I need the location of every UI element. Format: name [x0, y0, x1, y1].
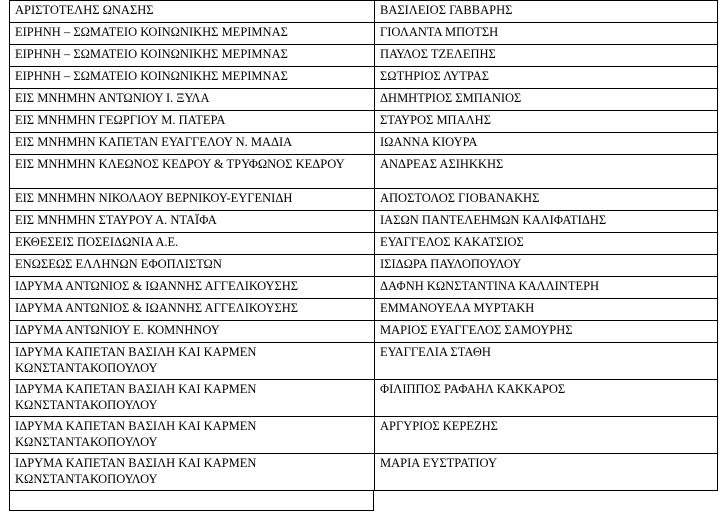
donor-cell: ΕΙΣ ΜΝΗΜΗΝ ΚΑΠΕΤΑΝ ΕΥΑΓΓΕΛΟΥ Ν. ΜΑΔΙΑ [10, 133, 375, 155]
table-row [10, 277, 718, 299]
recipient-cell: ΑΡΓΥΡΙΟΣ ΚΕΡΕΖΗΣ [375, 417, 718, 454]
table-row [10, 111, 718, 133]
table-row [10, 89, 718, 111]
table-row [10, 23, 718, 45]
donor-cell: ΕΙΣ ΜΝΗΜΗΝ ΑΝΤΩΝΙΟΥ Ι. ΞΥΛΑ [10, 89, 375, 111]
recipient-cell: ΠΑΥΛΟΣ ΤΖΕΛΕΠΗΣ [375, 45, 718, 67]
recipient-cell: ΕΥΑΓΓΕΛΟΣ ΚΑΚΑΤΣΙΟΣ [375, 233, 718, 255]
donor-cell: ΕΚΘΕΣΕΙΣ ΠΟΣΕΙΔΩΝΙΑ Α.Ε. [10, 233, 375, 255]
donor-cell: ΕΙΣ ΜΝΗΜΗΝ ΓΕΩΡΓΙΟΥ Μ. ΠΑΤΕΡΑ [10, 111, 375, 133]
table-row [10, 233, 718, 255]
table-row [10, 299, 718, 321]
recipient-cell: ΔΑΦΝΗ ΚΩΝΣΤΑΝΤΙΝΑ ΚΑΛΛΙΝΤΕΡΗ [375, 277, 718, 299]
donor-cell: ΙΔΡΥΜΑ ΚΑΠΕΤΑΝ ΒΑΣΙΛΗ ΚΑΙ ΚΑΡΜΕΝ ΚΩΝΣΤΑΝΤΑΚΟΠΟΥΛΟΥ [10, 454, 375, 491]
donor-cell: ΕΙΣ ΜΝΗΜΗΝ ΣΤΑΥΡΟΥ Α. ΝΤΑΪΦΑ [10, 211, 375, 233]
table-row [10, 211, 718, 233]
recipient-cell: ΑΝΔΡΕΑΣ ΑΣΙΗΚΚΗΣ [375, 155, 718, 189]
table-row [10, 1, 718, 23]
recipient-cell: ΜΑΡΙΟΣ ΕΥΑΓΓΕΛΟΣ ΣΑΜΟΥΡΗΣ [375, 321, 718, 343]
donor-cell: ΙΔΡΥΜΑ ΑΝΤΩΝΙΟΣ & ΙΩΑΝΝΗΣ ΑΓΓΕΛΙΚΟΥΣΗΣ [10, 277, 375, 299]
recipient-cell: ΕΥΑΓΓΕΛΙΑ ΣΤΑΘΗ [375, 343, 718, 380]
donor-cell: ΕΙΡΗΝΗ – ΣΩΜΑΤΕΙΟ ΚΟΙΝΩΝΙΚΗΣ ΜΕΡΙΜΝΑΣ [10, 67, 375, 89]
table-row [10, 189, 718, 211]
table-row [10, 155, 718, 189]
table-body [10, 1, 718, 491]
donor-cell: ΕΙΡΗΝΗ – ΣΩΜΑΤΕΙΟ ΚΟΙΝΩΝΙΚΗΣ ΜΕΡΙΜΝΑΣ [10, 45, 375, 67]
recipient-cell: ΜΑΡΙΑ ΕΥΣΤΡΑΤΙΟΥ [375, 454, 718, 491]
donor-cell: ΙΔΡΥΜΑ ΚΑΠΕΤΑΝ ΒΑΣΙΛΗ ΚΑΙ ΚΑΡΜΕΝ ΚΩΝΣΤΑΝΤΑΚΟΠΟΥΛΟΥ [10, 417, 375, 454]
recipient-cell: ΑΠΟΣΤΟΛΟΣ ΓΙΟΒΑΝΑΚΗΣ [375, 189, 718, 211]
recipient-cell: ΙΑΣΩΝ ΠΑΝΤΕΛΕΗΜΩΝ ΚΑΛΙΦΑΤΙΔΗΣ [375, 211, 718, 233]
donor-cell: ΙΔΡΥΜΑ ΚΑΠΕΤΑΝ ΒΑΣΙΛΗ ΚΑΙ ΚΑΡΜΕΝ ΚΩΝΣΤΑΝΤΑΚΟΠΟΥΛΟΥ [10, 380, 375, 417]
table-row [10, 454, 718, 491]
scholarship-table [9, 0, 718, 491]
recipient-cell: ΦΙΛΙΠΠΟΣ ΡΑΦΑΗΛ ΚΑΚΚΑΡΟΣ [375, 380, 718, 417]
donor-cell: ΕΙΡΗΝΗ – ΣΩΜΑΤΕΙΟ ΚΟΙΝΩΝΙΚΗΣ ΜΕΡΙΜΝΑΣ [10, 23, 375, 45]
recipient-cell: ΕΜΜΑΝΟΥΕΛΑ ΜΥΡΤΑΚΗ [375, 299, 718, 321]
table-row [10, 45, 718, 67]
table-row [10, 380, 718, 417]
table-row [10, 321, 718, 343]
donor-cell: ΙΔΡΥΜΑ ΑΝΤΩΝΙΟΣ & ΙΩΑΝΝΗΣ ΑΓΓΕΛΙΚΟΥΣΗΣ [10, 299, 375, 321]
table-row [10, 417, 718, 454]
donor-cell: ΕΝΩΣΕΩΣ ΕΛΛΗΝΩΝ ΕΦΟΠΛΙΣΤΩΝ [10, 255, 375, 277]
donor-cell: ΕΙΣ ΜΝΗΜΗΝ ΝΙΚΟΛΑΟΥ ΒΕΡΝΙΚΟΥ-ΕΥΓΕΝΙΔΗ [10, 189, 375, 211]
empty-trailing-cell [9, 490, 374, 511]
table-row [10, 255, 718, 277]
recipient-cell: ΣΩΤΗΡΙΟΣ ΛΥΤΡΑΣ [375, 67, 718, 89]
donor-cell: ΙΔΡΥΜΑ ΑΝΤΩΝΙΟΥ Ε. ΚΟΜΝΗΝΟΥ [10, 321, 375, 343]
recipient-cell: ΓΙΟΛΑΝΤΑ ΜΠΟΤΣΗ [375, 23, 718, 45]
recipient-cell: ΒΑΣΙΛΕΙΟΣ ΓΑΒΒΑΡΗΣ [375, 1, 718, 23]
donor-cell: ΑΡΙΣΤΟΤΕΛΗΣ ΩΝΑΣΗΣ [10, 1, 375, 23]
recipient-cell: ΙΣΙΔΩΡΑ ΠΑΥΛΟΠΟΥΛΟΥ [375, 255, 718, 277]
recipient-cell: ΙΩΑΝΝΑ ΚΙΟΥΡΑ [375, 133, 718, 155]
recipient-cell: ΣΤΑΥΡΟΣ ΜΠΑΛΗΣ [375, 111, 718, 133]
donor-cell: ΙΔΡΥΜΑ ΚΑΠΕΤΑΝ ΒΑΣΙΛΗ ΚΑΙ ΚΑΡΜΕΝ ΚΩΝΣΤΑΝΤΑΚΟΠΟΥΛΟΥ [10, 343, 375, 380]
table-row [10, 67, 718, 89]
table-row [10, 133, 718, 155]
donor-cell: ΕΙΣ ΜΝΗΜΗΝ ΚΛΕΩΝΟΣ ΚΕΔΡΟΥ & ΤΡΥΦΩΝΟΣ ΚΕΔΡΟΥ [10, 155, 375, 189]
table-row [10, 343, 718, 380]
recipient-cell: ΔΗΜΗΤΡΙΟΣ ΣΜΠΑΝΙΟΣ [375, 89, 718, 111]
